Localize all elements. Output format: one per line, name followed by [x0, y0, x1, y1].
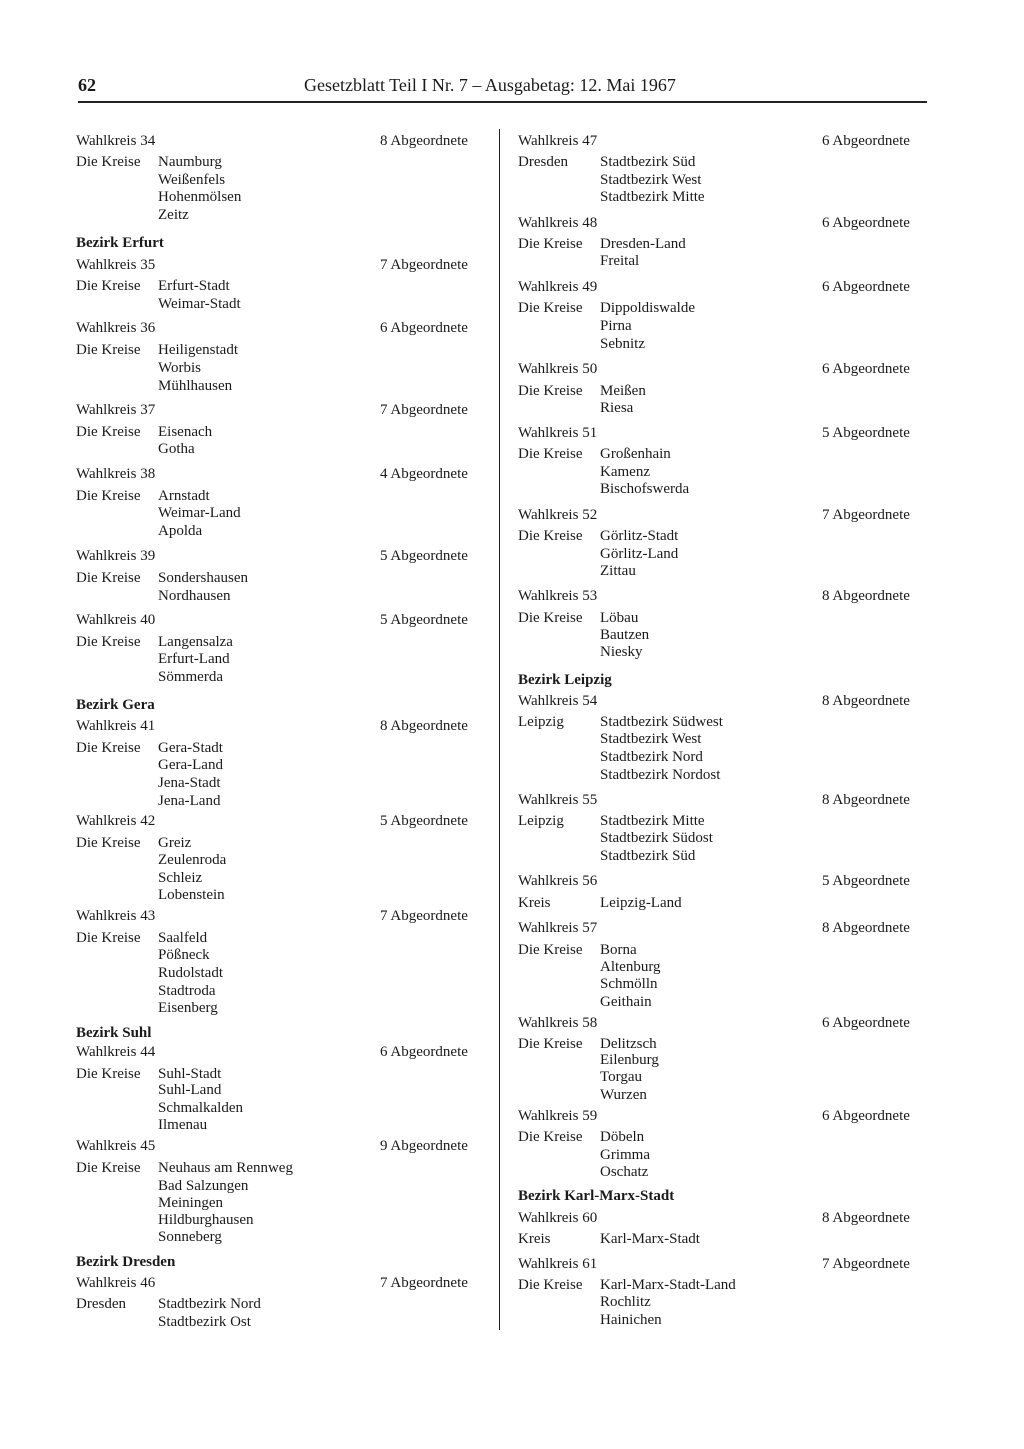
area-label: Die Kreise — [518, 1129, 583, 1145]
place-name: Schleiz — [158, 870, 203, 886]
place-name: Zeitz — [158, 207, 189, 223]
wahlkreis-label: Wahlkreis 52 — [518, 507, 598, 523]
area-label: Die Kreise — [76, 634, 141, 650]
district-heading: Bezirk Gera — [76, 697, 155, 713]
place-name: Bautzen — [600, 627, 650, 643]
place-name: Grimma — [600, 1147, 650, 1163]
place-name: Weimar-Stadt — [158, 296, 241, 312]
place-name: Jena-Land — [158, 793, 221, 809]
place-name: Stadtbezirk Ost — [158, 1314, 251, 1330]
deputies-count: 7 Abgeordnete — [822, 507, 910, 523]
wahlkreis-label: Wahlkreis 40 — [76, 612, 156, 628]
place-name: Suhl-Land — [158, 1082, 222, 1098]
deputies-count: 6 Abgeordnete — [822, 1015, 910, 1031]
wahlkreis-label: Wahlkreis 36 — [76, 320, 156, 336]
area-label: Die Kreise — [518, 942, 583, 958]
place-name: Ilmenau — [158, 1117, 208, 1133]
place-name: Heiligenstadt — [158, 342, 238, 358]
area-label: Die Kreise — [518, 300, 583, 316]
place-name: Karl-Marx-Stadt — [600, 1231, 700, 1247]
place-name: Löbau — [600, 610, 639, 626]
deputies-count: 8 Abgeordnete — [380, 718, 468, 734]
place-name: Bad Salzungen — [158, 1178, 249, 1194]
place-name: Neuhaus am Rennweg — [158, 1160, 293, 1176]
area-label: Die Kreise — [76, 154, 141, 170]
deputies-count: 9 Abgeordnete — [380, 1138, 468, 1154]
wahlkreis-label: Wahlkreis 34 — [76, 133, 156, 149]
place-name: Langensalza — [158, 634, 233, 650]
wahlkreis-label: Wahlkreis 54 — [518, 693, 598, 709]
area-label: Die Kreise — [76, 1160, 141, 1176]
wahlkreis-label: Wahlkreis 48 — [518, 215, 598, 231]
wahlkreis-label: Wahlkreis 42 — [76, 813, 156, 829]
place-name: Stadtbezirk West — [600, 731, 702, 747]
wahlkreis-label: Wahlkreis 47 — [518, 133, 598, 149]
deputies-count: 6 Abgeordnete — [822, 279, 910, 295]
place-name: Apolda — [158, 523, 203, 539]
place-name: Stadtbezirk Nordost — [600, 767, 721, 783]
place-name: Karl-Marx-Stadt-Land — [600, 1277, 736, 1293]
place-name: Meißen — [600, 383, 646, 399]
deputies-count: 6 Abgeordnete — [822, 133, 910, 149]
place-name: Sebnitz — [600, 336, 645, 352]
place-name: Stadtbezirk Nord — [600, 749, 703, 765]
place-name: Jena-Stadt — [158, 775, 221, 791]
district-heading: Bezirk Karl-Marx-Stadt — [518, 1188, 675, 1204]
place-name: Stadtbezirk Nord — [158, 1296, 261, 1312]
place-name: Zittau — [600, 563, 636, 579]
place-name: Stadtbezirk Süd — [600, 848, 696, 864]
place-name: Dresden-Land — [600, 236, 686, 252]
place-name: Hainichen — [600, 1312, 662, 1328]
place-name: Zeulenroda — [158, 852, 227, 868]
wahlkreis-label: Wahlkreis 57 — [518, 920, 598, 936]
place-name: Hohenmölsen — [158, 189, 242, 205]
district-heading: Bezirk Erfurt — [76, 235, 164, 251]
place-name: Eilenburg — [600, 1052, 659, 1068]
area-label: Die Kreise — [518, 610, 583, 626]
place-name: Greiz — [158, 835, 192, 851]
place-name: Freital — [600, 253, 640, 269]
place-name: Sonneberg — [158, 1229, 222, 1245]
deputies-count: 6 Abgeordnete — [380, 320, 468, 336]
place-name: Kamenz — [600, 464, 650, 480]
deputies-count: 8 Abgeordnete — [380, 133, 468, 149]
area-label: Die Kreise — [518, 446, 583, 462]
place-name: Stadtbezirk Südost — [600, 830, 713, 846]
place-name: Stadtbezirk Mitte — [600, 813, 705, 829]
area-label: Die Kreise — [76, 342, 141, 358]
place-name: Sömmerda — [158, 669, 223, 685]
deputies-count: 7 Abgeordnete — [822, 1256, 910, 1272]
deputies-count: 7 Abgeordnete — [380, 257, 468, 273]
running-title: Gesetzblatt Teil I Nr. 7 – Ausgabetag: 12. Mai 1967 — [304, 75, 676, 95]
wahlkreis-label: Wahlkreis 51 — [518, 425, 598, 441]
deputies-count: 5 Abgeordnete — [380, 548, 468, 564]
place-name: Arnstadt — [158, 488, 210, 504]
place-name: Niesky — [600, 644, 643, 660]
wahlkreis-label: Wahlkreis 41 — [76, 718, 156, 734]
place-name: Wurzen — [600, 1087, 647, 1103]
place-name: Görlitz-Land — [600, 546, 679, 562]
area-label: Dresden — [518, 154, 568, 170]
wahlkreis-label: Wahlkreis 50 — [518, 361, 598, 377]
deputies-count: 8 Abgeordnete — [822, 693, 910, 709]
page-number: 62 — [78, 75, 96, 95]
deputies-count: 8 Abgeordnete — [822, 920, 910, 936]
area-label: Die Kreise — [76, 1066, 141, 1082]
place-name: Mühlhausen — [158, 378, 233, 394]
area-label: Leipzig — [518, 813, 564, 829]
deputies-count: 7 Abgeordnete — [380, 402, 468, 418]
place-name: Pirna — [600, 318, 632, 334]
place-name: Oschatz — [600, 1164, 649, 1180]
deputies-count: 7 Abgeordnete — [380, 1275, 468, 1291]
area-label: Dresden — [76, 1296, 126, 1312]
place-name: Saalfeld — [158, 930, 208, 946]
wahlkreis-label: Wahlkreis 49 — [518, 279, 598, 295]
place-name: Leipzig-Land — [600, 895, 682, 911]
wahlkreis-label: Wahlkreis 55 — [518, 792, 598, 808]
deputies-count: 6 Abgeordnete — [822, 215, 910, 231]
place-name: Hildburghausen — [158, 1212, 254, 1228]
place-name: Lobenstein — [158, 887, 225, 903]
area-label: Die Kreise — [76, 835, 141, 851]
deputies-count: 6 Abgeordnete — [380, 1044, 468, 1060]
area-label: Kreis — [518, 895, 551, 911]
place-name: Erfurt-Stadt — [158, 278, 230, 294]
place-name: Bischofswerda — [600, 481, 690, 497]
place-name: Borna — [600, 942, 637, 958]
place-name: Eisenberg — [158, 1000, 218, 1016]
deputies-count: 5 Abgeordnete — [380, 612, 468, 628]
page-header — [78, 72, 926, 102]
wahlkreis-label: Wahlkreis 60 — [518, 1210, 598, 1226]
place-name: Delitzsch — [600, 1036, 657, 1052]
district-heading: Bezirk Dresden — [76, 1254, 176, 1270]
wahlkreis-label: Wahlkreis 46 — [76, 1275, 156, 1291]
place-name: Erfurt-Land — [158, 651, 230, 667]
place-name: Stadtbezirk West — [600, 172, 702, 188]
wahlkreis-label: Wahlkreis 43 — [76, 908, 156, 924]
wahlkreis-label: Wahlkreis 53 — [518, 588, 598, 604]
deputies-count: 7 Abgeordnete — [380, 908, 468, 924]
place-name: Pößneck — [158, 947, 210, 963]
wahlkreis-label: Wahlkreis 38 — [76, 466, 156, 482]
area-label: Die Kreise — [76, 570, 141, 586]
wahlkreis-label: Wahlkreis 58 — [518, 1015, 598, 1031]
header-rule — [78, 101, 927, 103]
deputies-count: 8 Abgeordnete — [822, 1210, 910, 1226]
area-label: Die Kreise — [518, 236, 583, 252]
area-label: Die Kreise — [518, 1036, 583, 1052]
wahlkreis-label: Wahlkreis 59 — [518, 1108, 598, 1124]
column-divider — [499, 129, 500, 1330]
place-name: Eisenach — [158, 424, 213, 440]
deputies-count: 8 Abgeordnete — [822, 588, 910, 604]
place-name: Meiningen — [158, 1195, 223, 1211]
place-name: Görlitz-Stadt — [600, 528, 679, 544]
place-name: Torgau — [600, 1069, 642, 1085]
wahlkreis-label: Wahlkreis 61 — [518, 1256, 598, 1272]
place-name: Schmölln — [600, 976, 658, 992]
place-name: Rudolstadt — [158, 965, 224, 981]
deputies-count: 5 Abgeordnete — [822, 873, 910, 889]
place-name: Altenburg — [600, 959, 661, 975]
place-name: Weißenfels — [158, 172, 226, 188]
area-label: Die Kreise — [76, 488, 141, 504]
wahlkreis-label: Wahlkreis 35 — [76, 257, 156, 273]
deputies-count: 4 Abgeordnete — [380, 466, 468, 482]
place-name: Naumburg — [158, 154, 222, 170]
area-label: Die Kreise — [76, 930, 141, 946]
wahlkreis-label: Wahlkreis 45 — [76, 1138, 156, 1154]
area-label: Die Kreise — [76, 278, 141, 294]
place-name: Worbis — [158, 360, 201, 376]
place-name: Sondershausen — [158, 570, 248, 586]
deputies-count: 8 Abgeordnete — [822, 792, 910, 808]
deputies-count: 6 Abgeordnete — [822, 1108, 910, 1124]
area-label: Die Kreise — [76, 740, 141, 756]
place-name: Stadtbezirk Mitte — [600, 189, 705, 205]
place-name: Stadtbezirk Süd — [600, 154, 696, 170]
place-name: Suhl-Stadt — [158, 1066, 222, 1082]
place-name: Gera-Stadt — [158, 740, 223, 756]
place-name: Schmalkalden — [158, 1100, 243, 1116]
area-label: Kreis — [518, 1231, 551, 1247]
place-name: Rochlitz — [600, 1294, 651, 1310]
place-name: Weimar-Land — [158, 505, 241, 521]
area-label: Die Kreise — [76, 424, 141, 440]
place-name: Großenhain — [600, 446, 671, 462]
deputies-count: 5 Abgeordnete — [822, 425, 910, 441]
place-name: Stadtroda — [158, 983, 216, 999]
district-heading: Bezirk Suhl — [76, 1025, 152, 1041]
wahlkreis-label: Wahlkreis 37 — [76, 402, 156, 418]
wahlkreis-label: Wahlkreis 39 — [76, 548, 156, 564]
deputies-count: 6 Abgeordnete — [822, 361, 910, 377]
place-name: Geithain — [600, 994, 652, 1010]
area-label: Die Kreise — [518, 1277, 583, 1293]
place-name: Döbeln — [600, 1129, 645, 1145]
place-name: Dippoldiswalde — [600, 300, 695, 316]
wahlkreis-label: Wahlkreis 44 — [76, 1044, 156, 1060]
deputies-count: 5 Abgeordnete — [380, 813, 468, 829]
district-heading: Bezirk Leipzig — [518, 672, 612, 688]
place-name: Gera-Land — [158, 757, 223, 773]
area-label: Die Kreise — [518, 528, 583, 544]
place-name: Nordhausen — [158, 588, 231, 604]
place-name: Riesa — [600, 400, 634, 416]
area-label: Leipzig — [518, 714, 564, 730]
place-name: Gotha — [158, 441, 195, 457]
wahlkreis-label: Wahlkreis 56 — [518, 873, 598, 889]
place-name: Stadtbezirk Südwest — [600, 714, 723, 730]
area-label: Die Kreise — [518, 383, 583, 399]
